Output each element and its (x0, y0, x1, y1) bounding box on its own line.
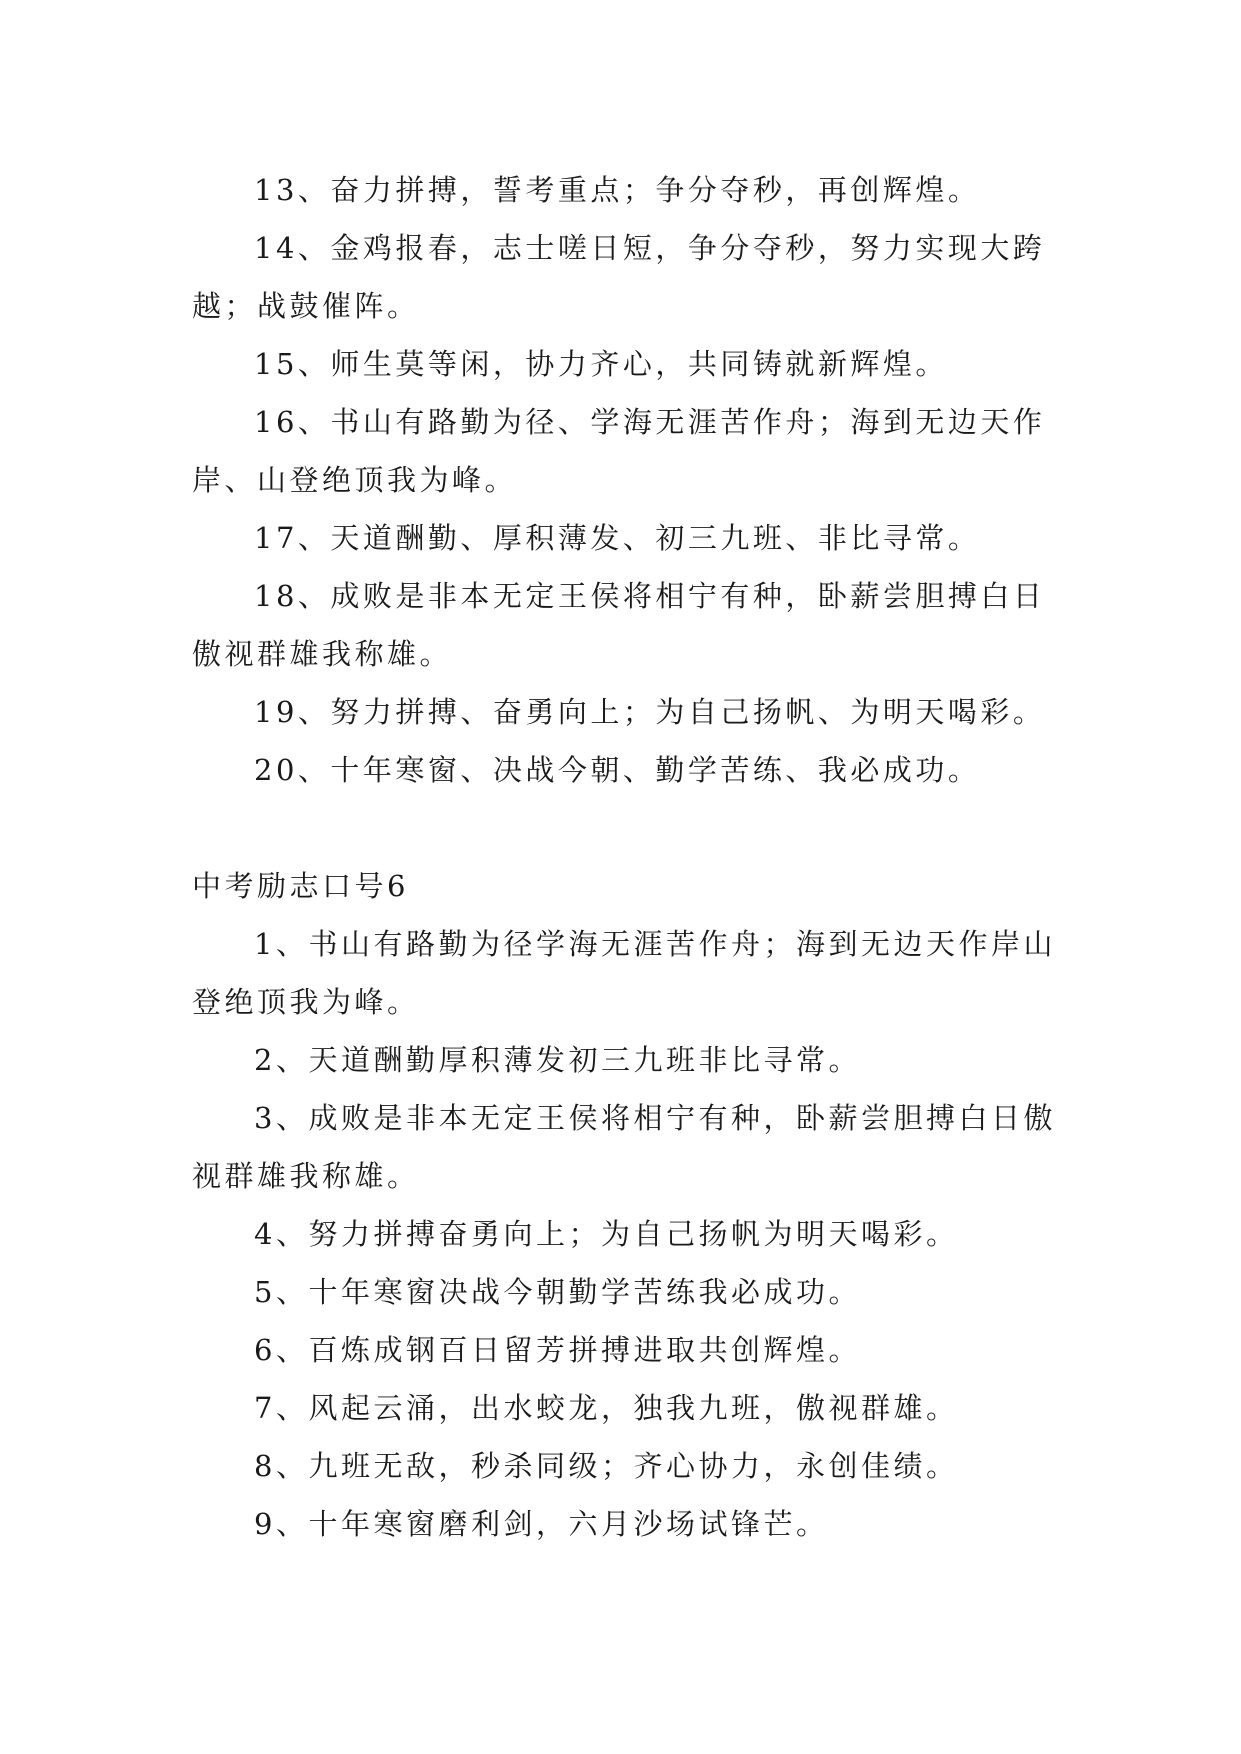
list-item: 1、书山有路勤为径学海无涯苦作舟；海到无边天作岸山登绝顶我为峰。 (192, 927, 1056, 1019)
list-item: 15、师生莫等闲，协力齐心，共同铸就新辉煌。 (254, 347, 948, 381)
blank-line (192, 799, 1072, 857)
list-item: 20、十年寒窗、决战今朝、勤学苦练、我必成功。 (254, 753, 981, 787)
list-item: 13、奋力拼搏，誓考重点；争分夺秒，再创辉煌。 (254, 173, 981, 207)
list-item: 18、成败是非本无定王侯将相宁有种，卧薪尝胆搏白日傲视群雄我称雄。 (192, 579, 1046, 671)
section-heading: 中考励志口号6 (192, 869, 409, 903)
list-item: 6、百炼成钢百日留芳拼搏进取共创辉煌。 (254, 1333, 861, 1367)
list-item: 17、天道酬勤、厚积薄发、初三九班、非比寻常。 (254, 521, 981, 555)
list-item: 16、书山有路勤为径、学海无涯苦作舟；海到无边天作岸、山登绝顶我为峰。 (192, 405, 1046, 497)
list-item: 3、成败是非本无定王侯将相宁有种，卧薪尝胆搏白日傲视群雄我称雄。 (192, 1101, 1056, 1193)
list-item: 14、金鸡报春，志士嗟日短，争分夺秒，努力实现大跨越；战鼓催阵。 (192, 231, 1046, 323)
list-item: 2、天道酬勤厚积薄发初三九班非比寻常。 (254, 1043, 861, 1077)
list-item: 5、十年寒窗决战今朝勤学苦练我必成功。 (254, 1275, 861, 1309)
document-body (192, 161, 1072, 1553)
list-item: 8、九班无敌，秒杀同级；齐心协力，永创佳绩。 (254, 1449, 959, 1483)
list-item: 9、十年寒窗磨利剑，六月沙场试锋芒。 (254, 1507, 829, 1541)
list-item: 4、努力拼搏奋勇向上；为自己扬帆为明天喝彩。 (254, 1217, 959, 1251)
list-item: 7、风起云涌，出水蛟龙，独我九班，傲视群雄。 (254, 1391, 959, 1425)
list-item: 19、努力拼搏、奋勇向上；为自己扬帆、为明天喝彩。 (254, 695, 1046, 729)
